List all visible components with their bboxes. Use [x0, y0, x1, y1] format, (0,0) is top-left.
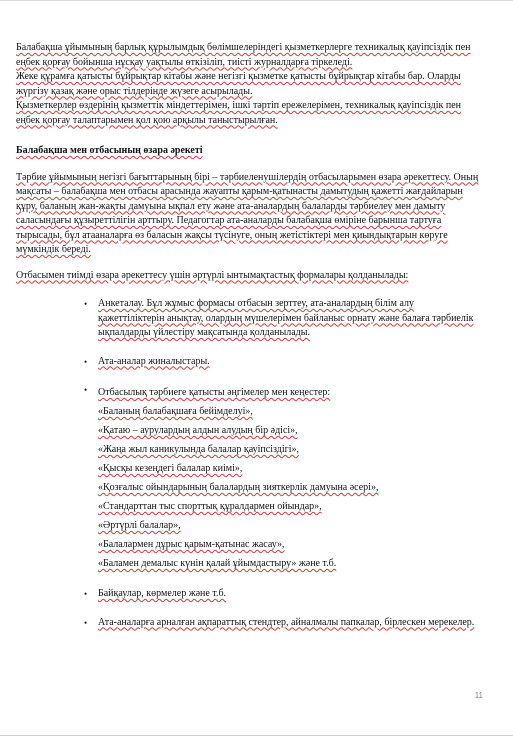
- list-item: [84, 383, 481, 573]
- list-item-text: Байқаулар, көрмелер және т.б.: [98, 588, 227, 599]
- list-item: [84, 616, 481, 631]
- sub-item: «Әртүрлі балалар»,: [98, 520, 181, 531]
- section-heading: Балабақша мен отбасының өзара әрекеті: [16, 145, 203, 156]
- sub-item: «Қысқы кезеңдегі балалар киімі»,: [98, 463, 243, 474]
- intro-paragraph-1: Балабақша ұйымының барлық құрылымдық бөлімшелеріндегі қызметкерлерге техникалық қауіпсіздік пен еңбек қорғау бойынша нұсқау уақтылы өткізіліп, тиісті журналдарға тіркеледі.: [16, 42, 471, 68]
- list-item-text: Ата-аналарға арналған ақпараттық стендтер, айналмалы папкалар, бірлескен мерекелер.: [98, 616, 475, 628]
- list-item-text: Ата-аналар жиналыстары.: [98, 355, 210, 367]
- intro-block: [16, 41, 481, 128]
- list-item-title: • Отбасылық тәрбиеге қатысты әңгімелер мен кеңестер:: [98, 387, 331, 398]
- intro-paragraph-2: Жеке құрамға қатысты бұйрықтар кітабы және негізгі қызметке қатысты бұйрықтар кітабы бар. Оларды жүргізу қазақ және орыс тілдерінде жүзеге асырылады.: [16, 71, 461, 97]
- list-item: [84, 587, 481, 602]
- sub-item: «Баланың балабақшаға бейімделуі»,: [98, 406, 253, 417]
- list-item-text: Анкеталау. Бұл жұмыс формасы отбасын зерттеу, ата-аналардың білім алу қажеттіліктерін анықтау, олардың мүшелерімен байланыс орнату және балаға тәрбиелік ықпалдарды үйлестіру мақсатында қолданылады.: [98, 298, 474, 338]
- body-paragraph: Тәрбие ұйымының негізгі бағыттарының бірі – тәрбиеленушілердің отбасыларымен өзара әрекеттесу. Оның мақсаты – балабақша мен отбасы арасында жауапты қарым-қатынасты дамытудың қажетті жағдайларын құру, баланың жан-жақты дамуына ықпал ету және ата-аналардың балаларды тәрбиелеу мен дамыту саласындағы құзыреттілігін арттыру. Педагогтар ата-аналарды балабақша өміріне барынша тартуға тырысады, бұл атааналарға өз баласын жақсы түсінуге, оның жетістіктері мен қиындықтарын көруге мүмкіндік береді.: [16, 171, 479, 255]
- sub-item: «Стандарттан тыс спорттық құралдармен ойындар»,: [98, 501, 322, 512]
- sub-item: «Жаңа жыл каникулында балалар қауіпсіздігі»,: [98, 444, 299, 455]
- forms-list: [16, 297, 481, 630]
- sub-item: «Қозғалыс ойындарының балалардың зияткерлік дамуына әсері»,: [98, 482, 379, 493]
- list-intro: Отбасымен тиімді өзара әрекеттесу үшін әртүрлі ынтымақтастық формалары қолданылады:: [16, 269, 409, 281]
- list-item: [84, 297, 481, 341]
- page-number: 11: [474, 691, 483, 700]
- sub-item: «Қатаю – аурулардың алдын алудың бір әдісі»,: [98, 425, 298, 436]
- sub-item: «Балалармен дұрыс қарым-қатынас жасау»,: [98, 539, 285, 550]
- sub-item: «Баламен демалыс күнін қалай ұйымдастыру» және т.б.: [98, 558, 337, 569]
- page-content: [16, 41, 481, 644]
- intro-paragraph-3: Қызметкерлер өздерінің қызметтік міндеттерімен, ішкі тәртіп ережелерімен, техникалық қауіпсіздік пен еңбек қорғау талаптарымен қол қою арқылы таныстырылған.: [16, 100, 461, 126]
- list-item: [84, 355, 481, 370]
